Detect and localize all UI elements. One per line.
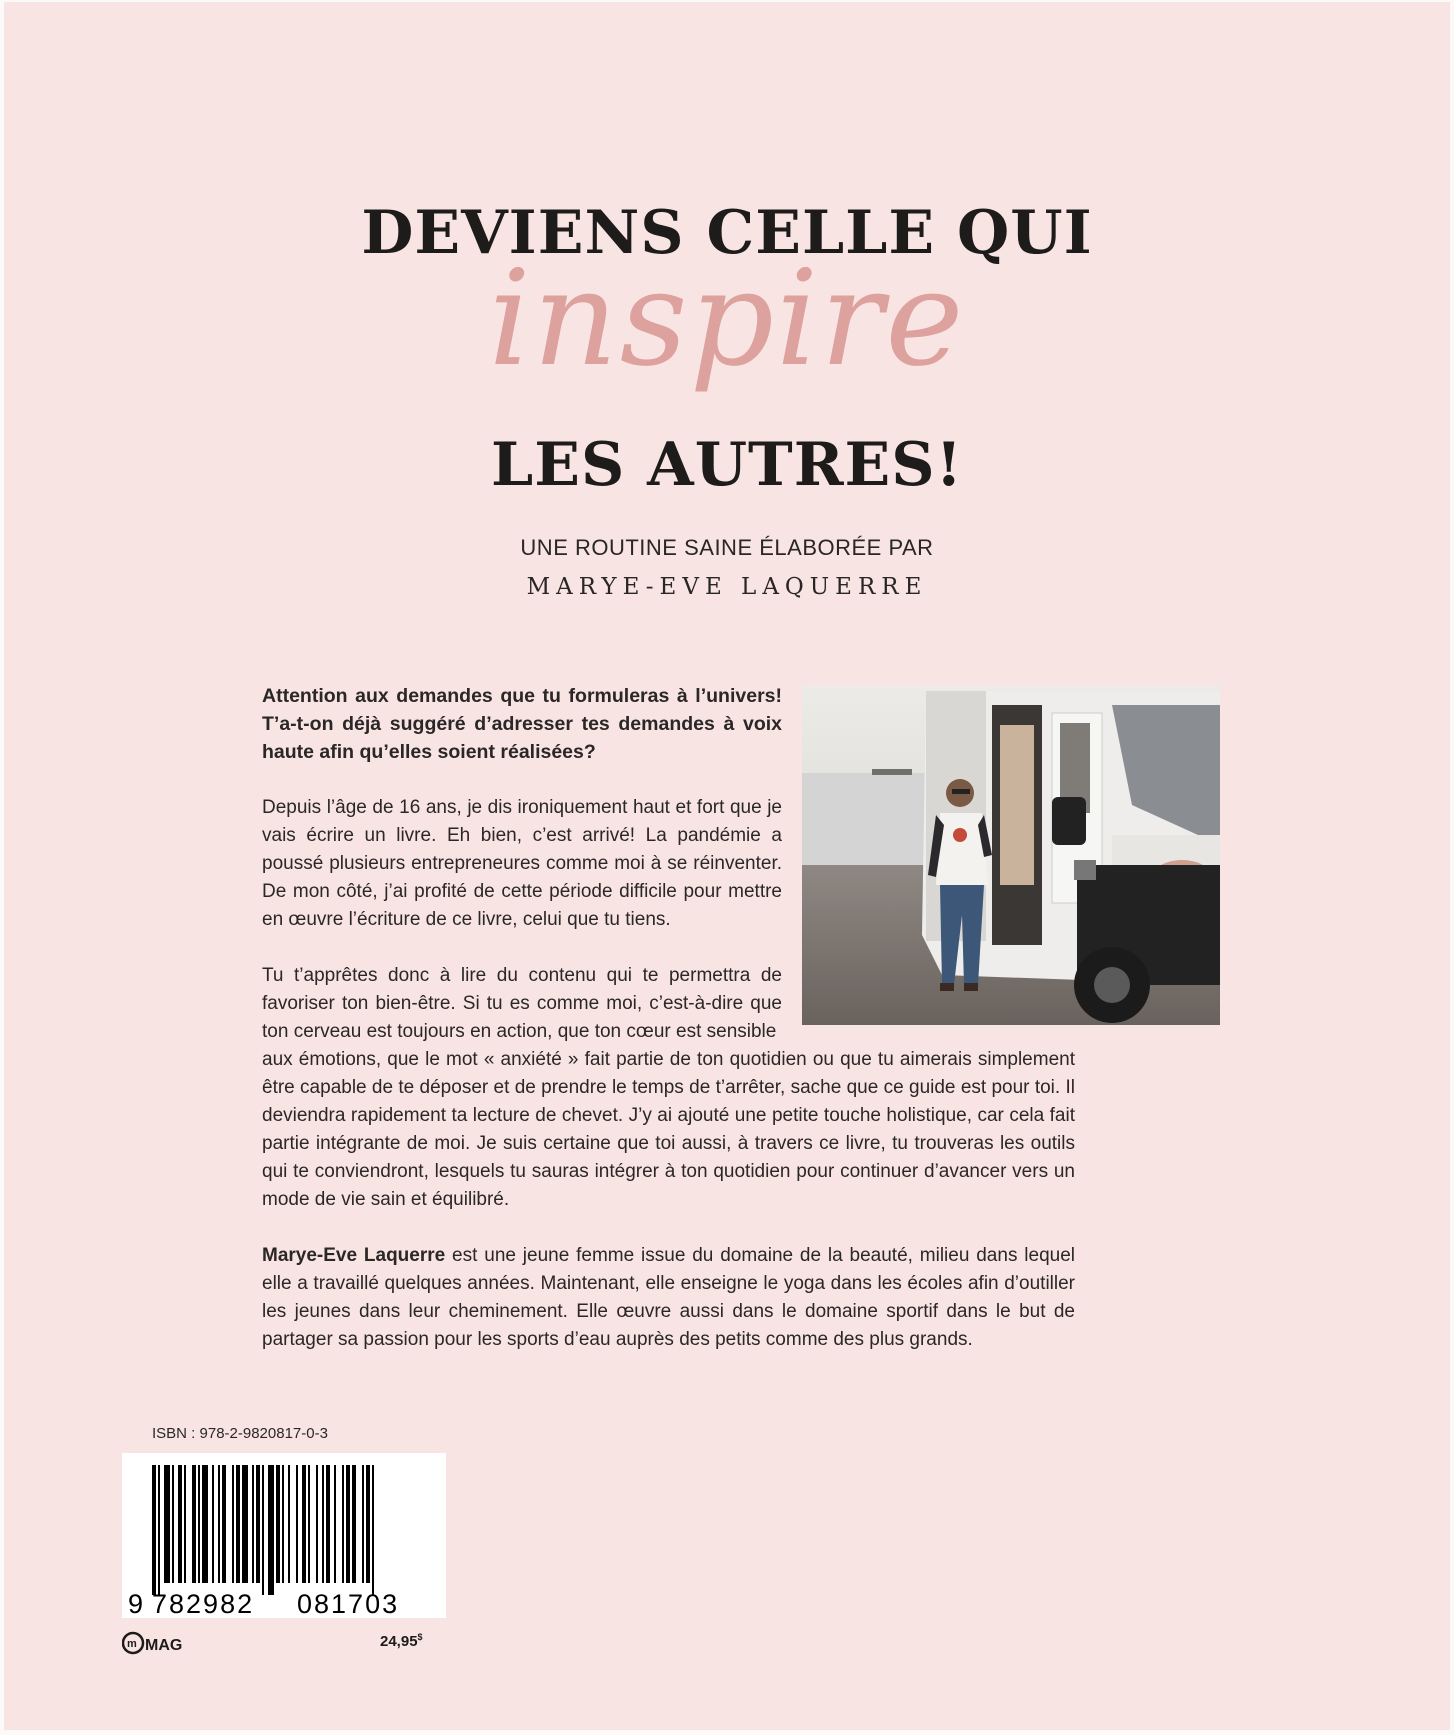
barcode-bar bbox=[242, 1465, 248, 1583]
bio-text: est une jeune femme issue du domaine de la beauté, milieu dans lequel elle a travaillé quelques années. Maintenant, elle enseigne le yoga dans les écoles afin d’outiller les jeunes dans leur cheminement. Elle œuvre aussi dans le domaine sportif dans le but de partager sa passion pour les sports d’eau auprès des petits comme des plus grands. bbox=[262, 1245, 1075, 1350]
barcode-group-2: 081703 bbox=[297, 1589, 400, 1618]
price-value: 24,95 bbox=[380, 1633, 418, 1650]
barcode-bar bbox=[316, 1465, 318, 1583]
barcode-bar bbox=[184, 1465, 186, 1583]
title-top: DEVIENS CELLE QUI bbox=[361, 198, 1093, 268]
publisher-logo-mark bbox=[122, 1630, 192, 1656]
barcode-bar bbox=[362, 1465, 364, 1583]
author-name: MARYE-EVE LAQUERRE bbox=[526, 574, 928, 600]
barcode-bar bbox=[366, 1465, 370, 1583]
barcode-bar bbox=[178, 1465, 182, 1583]
barcode-bar bbox=[252, 1465, 254, 1583]
barcode-bar bbox=[334, 1465, 336, 1583]
barcode-bar bbox=[302, 1465, 306, 1583]
barcode-bar bbox=[288, 1465, 290, 1583]
title-bottom: LES AUTRES! bbox=[491, 430, 963, 500]
barcode-bar bbox=[262, 1465, 264, 1595]
bio-name: Marye-Eve Laquerre bbox=[262, 1245, 446, 1266]
barcode-bar bbox=[172, 1465, 174, 1583]
subtitle: UNE ROUTINE SAINE ÉLABORÉE PAR bbox=[520, 535, 934, 560]
body-text bbox=[262, 682, 1075, 1382]
barcode-bar bbox=[212, 1465, 214, 1583]
barcode-bar bbox=[276, 1465, 280, 1583]
barcode-bar bbox=[346, 1465, 350, 1583]
publisher-name: MAG bbox=[145, 1637, 183, 1654]
barcode-bar bbox=[152, 1465, 156, 1595]
barcode-bar bbox=[218, 1465, 220, 1583]
price bbox=[380, 1632, 423, 1650]
barcode-bar bbox=[342, 1465, 344, 1583]
barcode-bar bbox=[282, 1465, 284, 1583]
bio-paragraph bbox=[262, 1242, 1075, 1354]
barcode-bar bbox=[232, 1465, 234, 1583]
svg-text:m: m bbox=[127, 1638, 137, 1650]
paragraph-2 bbox=[262, 962, 1075, 1214]
back-cover bbox=[4, 2, 1450, 1730]
barcode-group-1: 782982 bbox=[152, 1589, 255, 1618]
barcode-bar bbox=[322, 1465, 324, 1583]
barcode-bar bbox=[164, 1465, 170, 1583]
barcode-bar bbox=[202, 1465, 208, 1583]
paragraph-2-first: Tu t’apprêtes donc à lire du contenu qui te permettra de favoriser ton bien-être. Si tu es comme moi, c’est-à-dire que ton cerveau est toujours en action, que ton cœur est sensible bbox=[262, 965, 782, 1042]
barcode-bar bbox=[326, 1465, 330, 1583]
isbn: ISBN : 978-2-9820817-0-3 bbox=[152, 1425, 328, 1442]
publisher-logo bbox=[122, 1630, 192, 1661]
barcode-bar bbox=[372, 1465, 374, 1595]
price-currency: $ bbox=[417, 1632, 423, 1642]
barcode-bar bbox=[352, 1465, 356, 1583]
paragraph-2-rest: aux émotions, que le mot « anxiété » fait partie de ton quotidien ou que tu aimerais simplement être capable de te déposer et de prendre le temps de t’arrêter, sache que ce guide est pour toi. Il deviendra rapidement ta lecture de chevet. J’y ai ajouté une petite touche holistique, car cela fait partie intégrante de moi. Je suis certaine que toi aussi, à travers ce livre, tu trouveras les outils qui te conviendront, lesquels tu sauras intégrer à ton quotidien pour continuer d’avancer vers un mode de vie sain et équilibré. bbox=[262, 1049, 1075, 1210]
barcode-bars bbox=[122, 1453, 446, 1618]
paragraph-1: Depuis l’âge de 16 ans, je dis ironiquement haut et fort que je vais écrire un livre. Eh bien, c’est arrivé! La pandémie a poussé plusieurs entrepreneures comme moi à se réinventer. De mon côté, j’ai profité de cette période difficile pour mettre en œuvre l’écriture de ce livre, celui que tu tiens. bbox=[262, 797, 782, 930]
intro-paragraph: Attention aux demandes que tu formuleras à l’univers! T’a-t-on déjà suggéré d’adresser tes demandes à voix haute afin qu’elles soient réalisées? bbox=[262, 685, 782, 763]
barcode-bar bbox=[256, 1465, 260, 1583]
barcode bbox=[122, 1453, 446, 1618]
barcode-bar bbox=[308, 1465, 310, 1583]
barcode-bar bbox=[268, 1465, 274, 1595]
barcode-bar bbox=[158, 1465, 160, 1595]
barcode-digit-first: 9 bbox=[128, 1589, 144, 1618]
barcode-bar bbox=[222, 1465, 226, 1583]
barcode-bar bbox=[198, 1465, 200, 1583]
barcode-bar bbox=[236, 1465, 240, 1583]
barcode-bar bbox=[296, 1465, 298, 1583]
barcode-bar bbox=[192, 1465, 196, 1583]
title-script: inspire bbox=[488, 242, 966, 396]
